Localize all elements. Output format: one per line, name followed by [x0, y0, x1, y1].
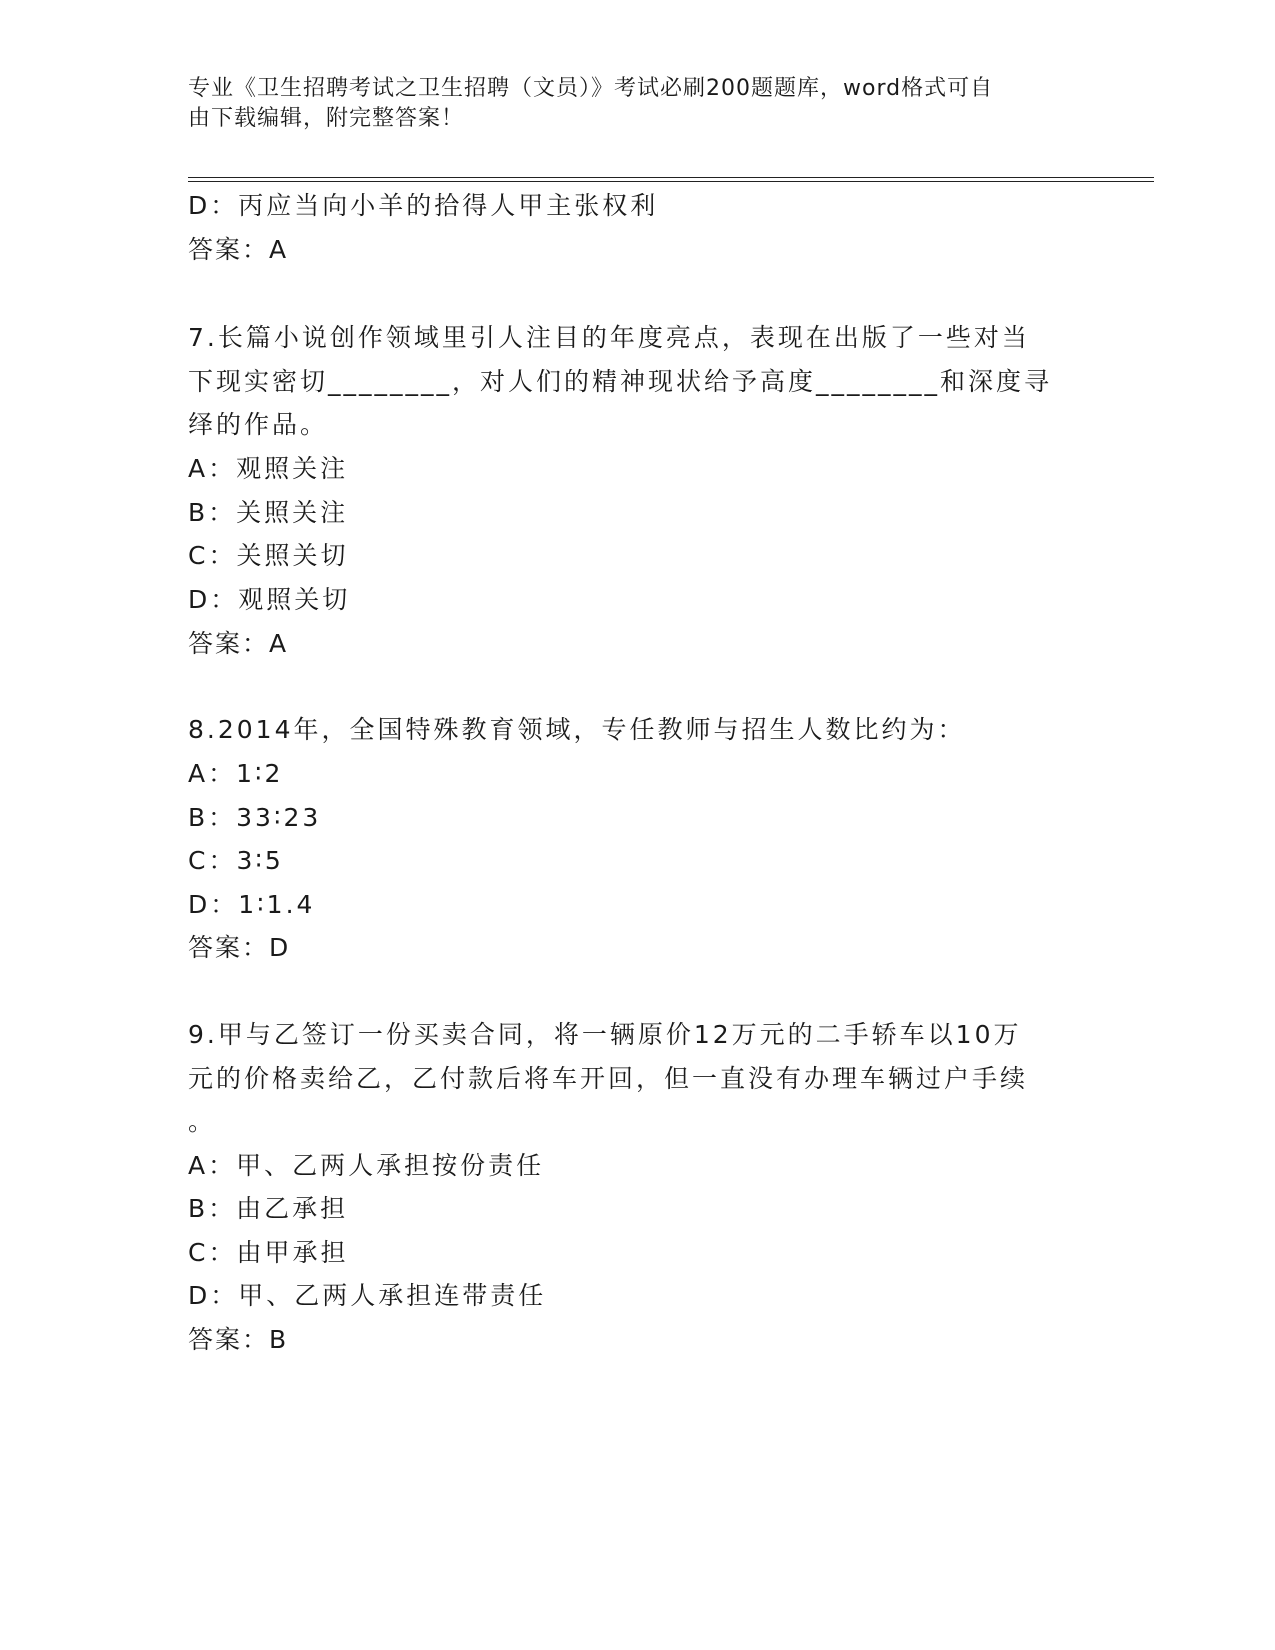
q9-stem-line-2: 元的价格卖给乙，乙付款后将车开回，但一直没有办理车辆过户手续 — [188, 1064, 1029, 1093]
q7-option-b: B：关照关注 — [188, 498, 349, 527]
q7-option-c: C：关照关切 — [188, 541, 349, 570]
header-line-2: 由下载编辑，附完整答案！ — [188, 106, 465, 131]
q7-option-a: A：观照关注 — [188, 454, 349, 483]
q8-answer: 答案：D — [188, 933, 291, 962]
q9-answer: 答案：B — [188, 1325, 289, 1354]
q9-option-d: D：甲、乙两人承担连带责任 — [188, 1281, 547, 1310]
q7-option-d: D：观照关切 — [188, 585, 351, 614]
header-divider-bottom — [188, 181, 1154, 182]
q9-option-b: B：由乙承担 — [188, 1194, 349, 1223]
q7-stem-line-1: 7.长篇小说创作领域里引人注目的年度亮点，表现在出版了一些对当 — [188, 323, 1030, 352]
q7-answer: 答案：A — [188, 629, 289, 658]
header-divider-top — [188, 177, 1154, 178]
q9-option-a: A：甲、乙两人承担按份责任 — [188, 1151, 545, 1180]
q8-option-b: B：33∶23 — [188, 803, 322, 832]
q8-option-d: D：1∶1.4 — [188, 890, 316, 919]
q6-answer: 答案：A — [188, 235, 289, 264]
q9-stem-line-3: 。 — [188, 1107, 217, 1136]
q9-option-c: C：由甲承担 — [188, 1238, 349, 1267]
header-line-1: 专业《卫生招聘考试之卫生招聘（文员）》考试必刷200题题库，word格式可自 — [188, 76, 994, 101]
q9-stem-line-1: 9.甲与乙签订一份买卖合同，将一辆原价12万元的二手轿车以10万 — [188, 1020, 1022, 1049]
document-header — [188, 74, 1068, 134]
q7-stem-line-3: 绎的作品。 — [188, 410, 329, 439]
q8-option-c: C：3∶5 — [188, 846, 284, 875]
q6-option-d: D：丙应当向小羊的拾得人甲主张权利 — [188, 191, 659, 220]
q8-option-a: A：1∶2 — [188, 759, 284, 788]
q7-stem-line-2: 下现实密切________，对人们的精神现状给予高度________和深度寻 — [188, 367, 1053, 396]
q8-stem: 8.2014年，全国特殊教育领域，专任教师与招生人数比约为： — [188, 715, 966, 744]
